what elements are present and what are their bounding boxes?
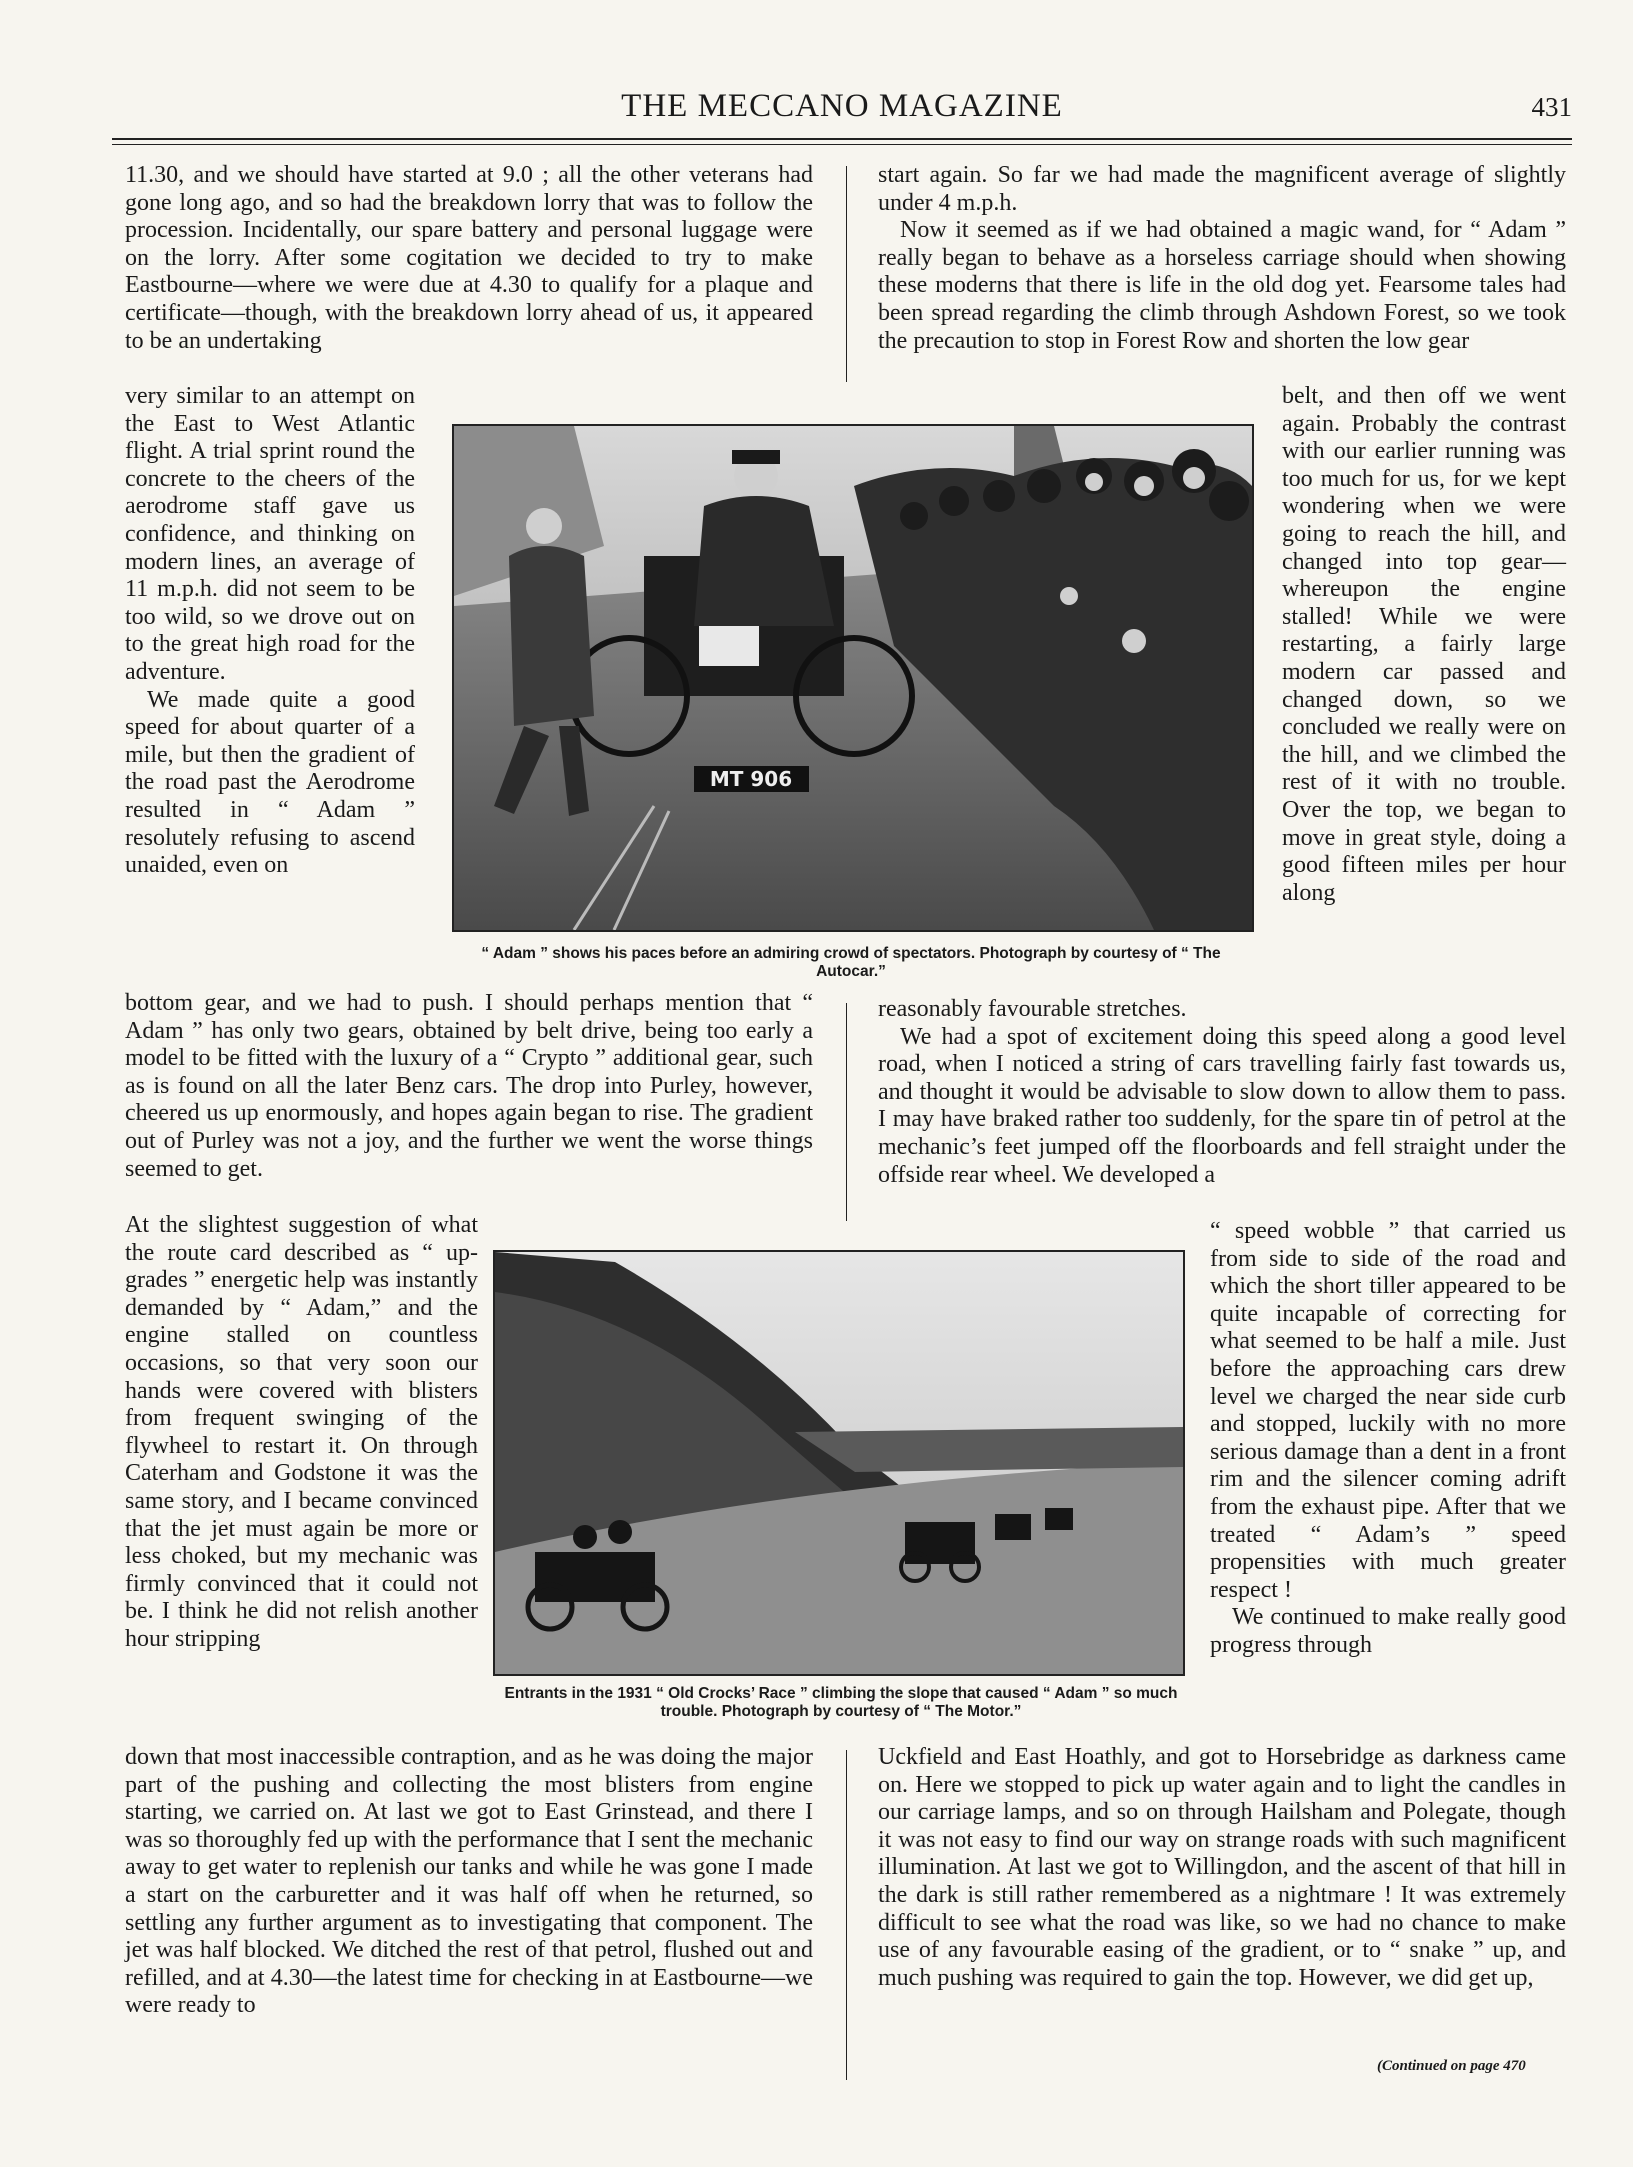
column-divider xyxy=(846,1003,847,1221)
column-divider xyxy=(846,1750,847,2080)
paragraph: We made quite a good speed for about quarter of a mile, but then the gradient of the road past the Aerodrome resulted in “ Adam ” resolutely refusing to ascend unaided, even on xyxy=(125,686,415,879)
page-header xyxy=(112,88,1572,138)
text-block-left-bottom xyxy=(125,1744,813,2020)
paragraph: reasonably favourable stretches. xyxy=(878,996,1187,1022)
magazine-title: THE MECCANO MAGAZINE xyxy=(621,88,1063,124)
text-block-left-mid xyxy=(125,990,813,1183)
paragraph: bottom gear, and we had to push. I should perhaps mention that “ Adam ” has only two gears, obtained by belt drive, being too early a model to be fitted with the luxury of a “ Crypto ” additional gear, such as is found on all the later Benz cars. The drop into Purley, however, cheered us up enormously, and hopes again began to rise. The gradient out of Purley was not a joy, and the further we went the worse things seemed to get. xyxy=(125,990,813,1182)
photo-caption-1: “ Adam ” shows his paces before an admiring crowd of spectators. Photograph by courtesy of “ The Autocar.” xyxy=(481,945,1221,980)
paragraph: belt, and then off we went again. Probably the contrast with our earlier running was too much for us, for we kept wondering when we were going to reach the hill, and changed into top gear—whereupon the engine stalled! While we were restarting, a fairly large modern car passed and changed down, so we concluded we really were on the hill, and we climbed the rest of it with no trouble. Over the top, we began to move in great style, doing a good fifteen miles per hour along xyxy=(1282,383,1566,906)
number-plate: MT 906 xyxy=(709,767,793,791)
text-block-right-bottom xyxy=(878,1744,1566,1992)
text-block-right-narrow-2 xyxy=(1210,1218,1566,1660)
paragraph: We continued to make really good progress through xyxy=(1210,1604,1566,1658)
header-rule xyxy=(112,138,1572,140)
paragraph: We had a spot of excitement doing this speed along a good level road, when I noticed a string of cars travelling fairly fast towards us, and thought it would be advisable to slow down to allow them to pass. I may have braked rather too suddenly, for the spare tin of petrol at the mechanic’s feet jumped off the floorboards and fell straight under the offside rear wheel. We developed a xyxy=(878,1023,1566,1188)
text-block-left-narrow-3 xyxy=(125,1212,478,1654)
text-block-right-top xyxy=(878,162,1566,355)
paragraph: very similar to an attempt on the East to West Atlantic flight. A trial sprint round the concrete to the cheers of the aerodrome staff gave us confidence, and thinking on modern lines, an average of 11 m.p.h. did not seem to be too wild, so we drove out on to the great high road for the adventure. xyxy=(125,383,415,685)
paragraph: 11.30, and we should have started at 9.0 ; all the other veterans had gone long ago, and so had the breakdown lorry that was to follow the procession. Incidentally, our spare battery and personal luggage were on the lorry. After some cogitation we decided to try to make Eastbourne—where we were due at 4.30 to qualify for a plaque and certificate—though, with the breakdown lorry ahead of us, it appeared to be an undertaking xyxy=(125,162,813,354)
column-divider xyxy=(846,166,847,382)
paragraph: “ speed wobble ” that carried us from side to side of the road and which the short tiller appeared to be quite incapable of correcting for what seemed to be half a mile. Just before the approaching cars drew level we charged the near side curb and stopped, luckily with no more serious damage than a dent in a front rim and the silencer coming adrift from the exhaust pipe. After that we treated “ Adam’s ” speed propensities with much greater respect ! xyxy=(1210,1218,1566,1603)
continued-note: (Continued on page 470 xyxy=(1377,2058,1526,2074)
paragraph: Now it seemed as if we had obtained a magic wand, for “ Adam ” really began to behave as a horseless carriage should when showing these moderns that there is life in the old dog yet. Fearsome tales had been spread regarding the climb through Ashdown Forest, so we took the precaution to stop in Forest Row and shorten the low gear xyxy=(878,217,1566,354)
text-block-right-narrow-1 xyxy=(1282,383,1566,907)
text-block-right-mid xyxy=(878,996,1566,1189)
header-rule-thin xyxy=(112,144,1572,145)
page-number: 431 xyxy=(1531,92,1572,122)
photo-old-crocks-race xyxy=(493,1250,1185,1676)
paragraph: At the slightest suggestion of what the route card described as “ up-grades ” energetic help was instantly demanded by “ Adam,” and the engine stalled on countless occasions, so that very soon our hands were covered with blisters from frequent swinging of the flywheel to restart it. On through Caterham and Godstone it was the same story, and I became convinced that the jet must again be more or less choked, but my mechanic was firmly convinced that it could not be. I think he did not relish another hour stripping xyxy=(125,1212,478,1652)
photo-caption-2: Entrants in the 1931 “ Old Crocks’ Race ” climbing the slope that caused “ Adam ” so much trouble. Photograph by courtesy of “ The Motor.” xyxy=(504,1685,1178,1720)
paragraph: start again. So far we had made the magnificent average of slightly under 4 m.p.h. xyxy=(878,162,1566,216)
text-block-left-narrow-1 xyxy=(125,383,415,880)
paragraph: Uckfield and East Hoathly, and got to Horsebridge as darkness came on. Here we stopped to pick up water again and to light the candles in our carriage lamps, and so on through Hailsham and Polegate, though it was not easy to find our way on strange roads with such magnificent illumination. At last we got to Willingdon, and the ascent of that hill in the dark is still rather remembered as a nightmare ! It was extremely difficult to see what the road was like, so we had no chance to make use of any favourable easing of the gradient, or to “ snake ” up, and much pushing was required to gain the top. However, we did get up, xyxy=(878,1744,1566,1991)
photo-old-crocks-race-image xyxy=(495,1252,1183,1674)
photo-adam-crowd xyxy=(452,424,1254,932)
text-block-left-top xyxy=(125,162,813,355)
paragraph: down that most inaccessible contraption, and as he was doing the major part of the pushing and collecting the most blisters from engine starting, we carried on. At last we got to East Grinstead, and there I was so thoroughly fed up with the performance that I sent the mechanic away to get water to replenish our tanks and while he was gone I made a start on the carburetter and it was half off when he returned, so settling any further argument as to investigating that component. The jet was half blocked. We ditched the rest of that petrol, flushed out and refilled, and at 4.30—the latest time for checking in at Eastbourne—we were ready to xyxy=(125,1744,813,2019)
photo-adam-crowd-image xyxy=(454,426,1252,930)
